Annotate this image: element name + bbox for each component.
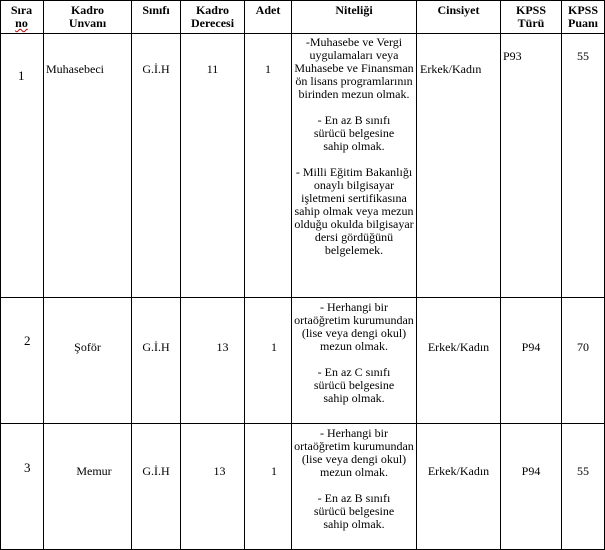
row-2-kpss-puani: 70 (577, 340, 589, 354)
header-kpss-puani: KPSS Puanı (567, 3, 598, 30)
row-2-kpss-turu: P94 (521, 340, 541, 354)
header-kadro-derecesi: Kadro Derecesi (190, 3, 235, 30)
row-2-cinsiyet: Erkek/Kadın (427, 340, 490, 354)
row-3-derece: 13 (213, 464, 226, 478)
header-adet: Adet (255, 3, 281, 17)
row-divider (0, 297, 605, 298)
row-2-unvan: Şoför (74, 340, 101, 354)
row-1-kpss-turu: P93 (503, 49, 522, 63)
header-cinsiyet: Cinsiyet (437, 3, 480, 17)
header-kpss-turu: KPSS Türü (515, 3, 546, 30)
table-border-top (0, 0, 605, 1)
row-2-nitelik: - Herhangi bir ortaöğretim kurumundan (lise veya dengi okul) mezun olmak. - En az C sınıfı sürücü belgesine sahip olmak. (294, 300, 414, 405)
row-1-kpss-puani: 55 (577, 49, 589, 63)
header-niteligi: Niteliği (335, 3, 373, 17)
header-sinifi: Sınıfı (142, 3, 170, 17)
row-3-nitelik: - Herhangi bir ortaöğretim kurumundan (lise veya dengi okul) mezun olmak. - En az B sınıfı sürücü belgesine sahip olmak. (294, 426, 414, 531)
row-3-kpss-puani: 55 (577, 464, 589, 478)
row-3-adet: 1 (271, 464, 277, 478)
row-1-sinif: G.İ.H (142, 62, 170, 76)
table-border-left (0, 0, 1, 550)
row-1-unvan: Muhasebeci (46, 62, 104, 76)
header-sira: Sıra no (10, 3, 33, 30)
row-3-sira: 3 (24, 460, 31, 475)
row-1-sira: 1 (18, 68, 25, 83)
header-divider (0, 33, 605, 34)
row-1-derece: 11 (206, 62, 219, 76)
row-divider (0, 423, 605, 424)
row-3-unvan: Memur (76, 464, 112, 478)
row-3-kpss-turu: P94 (521, 464, 541, 478)
row-2-sira: 2 (24, 333, 31, 348)
header-kadro-unvani: Kadro Unvanı (68, 3, 107, 30)
row-1-adet: 1 (265, 62, 271, 76)
row-1-cinsiyet: Erkek/Kadın (420, 62, 482, 76)
row-3-sinif: G.İ.H (142, 464, 170, 478)
row-2-adet: 1 (271, 340, 277, 354)
row-2-sinif: G.İ.H (142, 340, 170, 354)
row-3-cinsiyet: Erkek/Kadın (427, 464, 490, 478)
row-2-derece: 13 (216, 340, 229, 354)
row-1-nitelik: -Muhasebe ve Vergi uygulamaları veya Muhasebe ve Finansman ön lisans programlarının birinden mezun olmak. - En az B sınıfı sürücü belgesine sahip olmak. - Milli Eğitim Bakanlığı onaylı bilgisayar işletmeni sertifikasına sahip olmak veya mezun olduğu okulda bilgisayar dersi gördüğünü belgelemek. (294, 35, 414, 257)
